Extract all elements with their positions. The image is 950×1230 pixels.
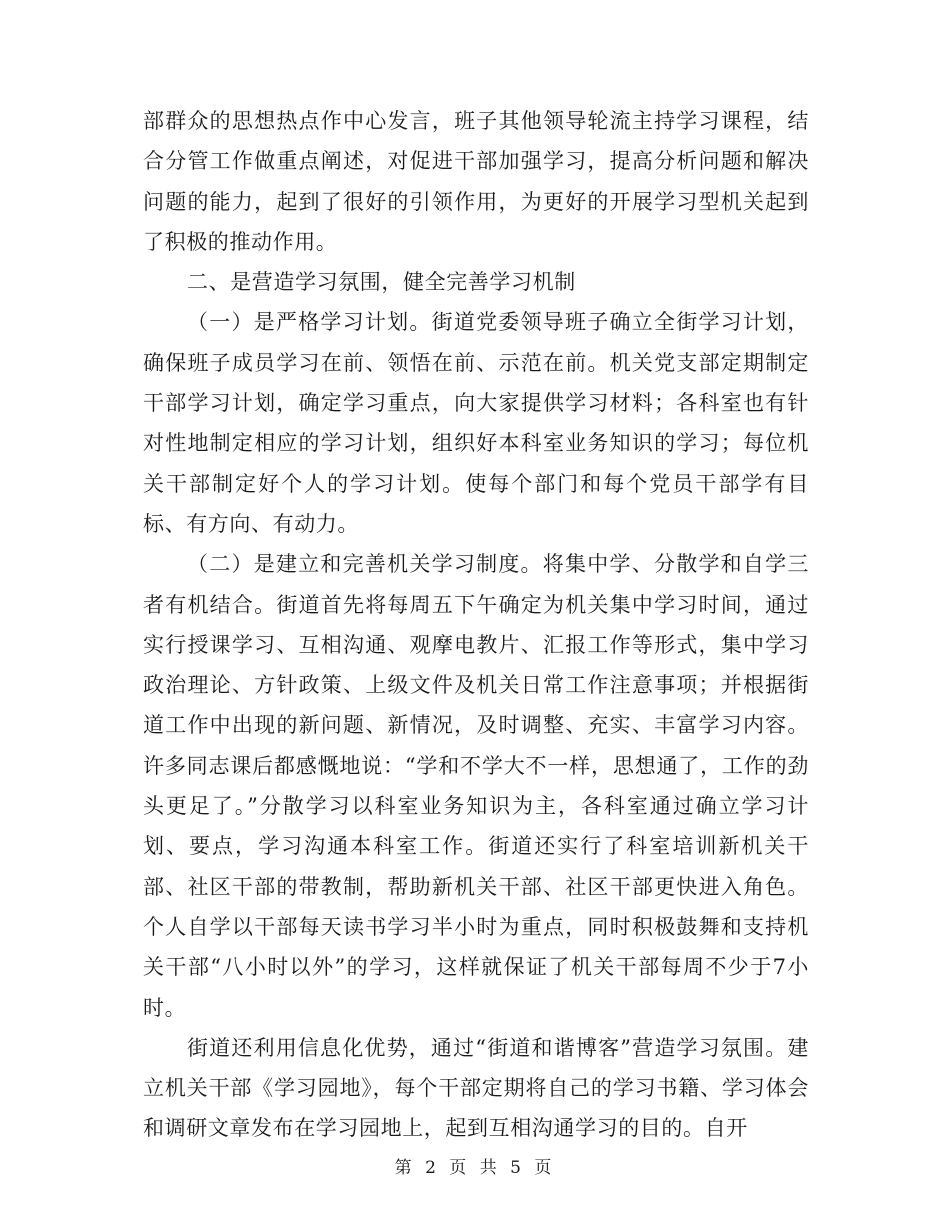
paragraph-continuation: 部群众的思想热点作中心发言，班子其他领导轮流主持学习课程，结合分管工作做重点阐述，对促进干部加强学习，提高分析问题和解决问题的能力，起到了很好的引领作用，为更好的开展学习型机关起到了积极的推动作用。 bbox=[143, 109, 809, 254]
document-body bbox=[143, 101, 809, 1149]
paragraph-study-plan: （一）是严格学习计划。街道党委领导班子确立全街学习计划，确保班子成员学习在前、领悟在前、示范在前。机关党支部定期制定干部学习计划，确定学习重点，向大家提供学习材料；各科室也有针对性地制定相应的学习计划，组织好本科室业务知识的学习；每位机关干部制定好个人的学习计划。使每个部门和每个党员干部学有目标、有方向、有动力。 bbox=[143, 310, 809, 536]
section-heading: 二、是营造学习氛围，健全完善学习机制 bbox=[187, 270, 576, 295]
page-number-footer: 第 2 页 共 5 页 bbox=[394, 1158, 556, 1178]
paragraph-information: 街道还利用信息化优势，通过“街道和谐博客”营造学习氛围。建立机关干部《学习园地》，每个干部定期将自己的学习书籍、学习体会和调研文章发布在学习园地上，起到互相沟通学习的目的。自开 bbox=[143, 1035, 809, 1141]
paragraph-study-system: （二）是建立和完善机关学习制度。将集中学、分散学和自学三者有机结合。街道首先将每周五下午确定为机关集中学习时间，通过实行授课学习、互相沟通、观摩电教片、汇报工作等形式，集中学习政治理论、方针政策、上级文件及机关日常工作注意事项；并根据街道工作中出现的新问题、新情况，及时调整、充实、丰富学习内容。许多同志课后都感慨地说：“学和不学大不一样，思想通了，工作的劲头更足了。”分散学习以科室业务知识为主，各科室通过确立学习计划、要点，学习沟通本科室工作。街道还实行了科室培训新机关干部、社区干部的带教制，帮助新机关干部、社区干部更快进入角色。个人自学以干部每天读书学习半小时为重点，同时积极鼓舞和支持机关干部“八小时以外”的学习，这样就保证了机关干部每周不少于7小时。 bbox=[143, 552, 809, 1020]
